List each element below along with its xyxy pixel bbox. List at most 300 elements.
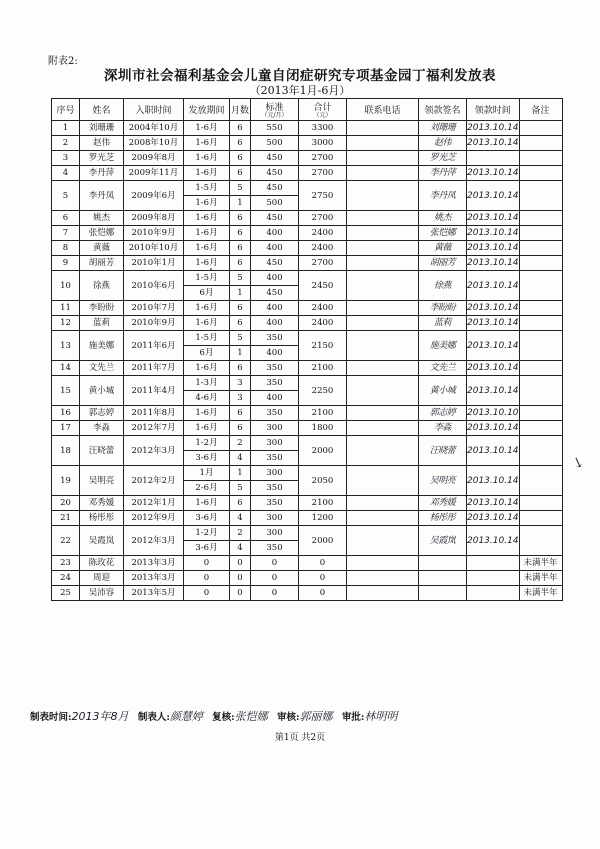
cell-months: 0	[230, 556, 251, 571]
audit-signature: 郭丽娜	[299, 710, 333, 723]
cell-note	[519, 166, 562, 181]
cell-months: 3	[230, 391, 251, 406]
table-row	[52, 331, 563, 346]
cell-period: 3-6月	[184, 541, 230, 556]
cell-standard: 400	[251, 301, 299, 316]
cell-phone	[347, 301, 419, 316]
cell-standard: 400	[251, 226, 299, 241]
cell-signature: 邓秀媛	[419, 496, 467, 511]
audit-label: 审核:	[276, 712, 300, 723]
made-time-label: 制表时间:	[30, 712, 72, 723]
document-title: 深圳市社会福利基金会儿童自闭症研究专项基金园丁福利发放表	[104, 68, 496, 84]
cell-period: 1-6月	[184, 421, 230, 436]
cell-signature: 刘珊珊	[419, 121, 467, 136]
cell-total: 2000	[299, 436, 347, 466]
table-header-row	[52, 99, 563, 121]
cell-phone	[347, 571, 419, 586]
cell-note	[519, 226, 562, 241]
cell-months: 6	[230, 121, 251, 136]
cell-phone	[347, 556, 419, 571]
cell-phone	[347, 151, 419, 166]
made-time-value: 2013年8月	[71, 710, 129, 723]
cell-total: 2700	[299, 151, 347, 166]
cell-hire-date: 2011年8月	[124, 406, 184, 421]
cell-phone	[347, 136, 419, 151]
cell-standard: 300	[251, 436, 299, 451]
cell-total: 0	[299, 586, 347, 601]
table-row	[52, 361, 563, 376]
cell-hire-date: 2012年3月	[124, 526, 184, 556]
header-seq: 序号	[52, 99, 80, 121]
cell-period: 6月	[184, 286, 230, 301]
cell-note	[519, 436, 562, 466]
cell-standard: 400	[251, 271, 299, 286]
cell-name: 李盼盼	[80, 301, 124, 316]
cell-months: 4	[230, 511, 251, 526]
cell-name: 陈玫花	[80, 556, 124, 571]
cell-signature: 黄小城	[419, 376, 467, 406]
cell-months: 5	[230, 331, 251, 346]
table-row	[52, 301, 563, 316]
cell-note: 未满半年	[519, 586, 562, 601]
cell-period: 1-6月	[184, 226, 230, 241]
cell-phone	[347, 331, 419, 361]
cell-standard: 400	[251, 391, 299, 406]
cell-name: 李丹萍	[80, 166, 124, 181]
header-receive-date: 领款时间	[467, 99, 520, 121]
cell-months: 1	[230, 196, 251, 211]
cell-signature: 吴明亮	[419, 466, 467, 496]
cell-phone	[347, 526, 419, 556]
header-total-label: 合计	[313, 103, 332, 113]
header-signature: 领款签名	[419, 99, 467, 121]
cell-note	[519, 421, 562, 436]
cell-seq: 9	[52, 256, 80, 271]
cell-months: 2	[230, 526, 251, 541]
cell-seq: 22	[52, 526, 80, 556]
cell-name: 吴沛容	[80, 586, 124, 601]
cell-hire-date: 2012年7月	[124, 421, 184, 436]
cell-total: 3000	[299, 136, 347, 151]
cell-months: 6	[230, 166, 251, 181]
cell-hire-date: 2009年11月	[124, 166, 184, 181]
cell-months: 5	[230, 481, 251, 496]
cell-note	[519, 151, 562, 166]
cell-note: 未满半年	[519, 571, 562, 586]
cell-seq: 13	[52, 331, 80, 361]
cell-hire-date: 2013年3月	[124, 556, 184, 571]
cell-standard: 300	[251, 466, 299, 481]
table-row	[52, 526, 563, 541]
cell-total: 2000	[299, 526, 347, 556]
cell-period: 1-3月	[184, 376, 230, 391]
cell-receive-date: 2013.10.14	[467, 211, 520, 226]
cell-name: 赵伟	[80, 136, 124, 151]
cell-total: 2700	[299, 256, 347, 271]
cell-seq: 25	[52, 586, 80, 601]
cell-note	[519, 511, 562, 526]
cell-standard: 450	[251, 286, 299, 301]
cell-seq: 7	[52, 226, 80, 241]
table-row	[52, 271, 563, 286]
cell-standard: 0	[251, 586, 299, 601]
cell-note	[519, 121, 562, 136]
table-row	[52, 421, 563, 436]
cell-standard: 450	[251, 151, 299, 166]
cell-months: 6	[230, 421, 251, 436]
cell-period: 1-2月	[184, 436, 230, 451]
cell-months: 6	[230, 406, 251, 421]
cell-total: 2400	[299, 226, 347, 241]
cell-standard: 350	[251, 451, 299, 466]
cell-phone	[347, 316, 419, 331]
cell-period: 3-6月	[184, 511, 230, 526]
cell-hire-date: 2012年3月	[124, 436, 184, 466]
table-row	[52, 586, 563, 601]
cell-name: 吴明亮	[80, 466, 124, 496]
appendix-label: 附表2:	[48, 56, 78, 67]
cell-total: 2700	[299, 211, 347, 226]
table-row	[52, 166, 563, 181]
maker-signature: 颜慧婷	[169, 710, 203, 723]
table-row	[52, 406, 563, 421]
cell-seq: 14	[52, 361, 80, 376]
cell-phone	[347, 496, 419, 511]
cell-seq: 3	[52, 151, 80, 166]
cell-months: 3	[230, 376, 251, 391]
cell-period: 1-6月	[184, 361, 230, 376]
cell-receive-date: 2013.10.14	[467, 166, 520, 181]
cell-total: 0	[299, 556, 347, 571]
cell-hire-date: 2009年8月	[124, 151, 184, 166]
cell-seq: 18	[52, 436, 80, 466]
cell-note	[519, 361, 562, 376]
cell-total: 2400	[299, 301, 347, 316]
cell-standard: 500	[251, 136, 299, 151]
cell-hire-date: 2013年3月	[124, 571, 184, 586]
cell-phone	[347, 271, 419, 301]
header-standard	[251, 99, 299, 121]
cell-hire-date: 2010年9月	[124, 316, 184, 331]
cell-standard: 300	[251, 511, 299, 526]
cell-signature: 文先兰	[419, 361, 467, 376]
recheck-signature: 张恺娜	[234, 710, 268, 723]
cell-standard: 350	[251, 406, 299, 421]
cell-receive-date: 2013.10.14	[467, 376, 520, 406]
cell-standard: 450	[251, 211, 299, 226]
cell-receive-date: 2013.10.14	[467, 301, 520, 316]
table-row	[52, 256, 563, 271]
cell-receive-date: 2013.10.14	[467, 256, 520, 271]
cell-name: 吴霞岚	[80, 526, 124, 556]
cell-standard: 300	[251, 421, 299, 436]
cell-seq: 11	[52, 301, 80, 316]
cell-hire-date: 2012年9月	[124, 511, 184, 526]
cell-hire-date: 2012年1月	[124, 496, 184, 511]
cell-phone	[347, 361, 419, 376]
cell-period: 1-6月	[184, 211, 230, 226]
cell-signature	[419, 571, 467, 586]
cell-name: 郭志婷	[80, 406, 124, 421]
cell-name: 文先兰	[80, 361, 124, 376]
cell-period: 1-5月	[184, 181, 230, 196]
cell-signature: 张恺娜	[419, 226, 467, 241]
cell-receive-date	[467, 586, 520, 601]
cell-months: 6	[230, 136, 251, 151]
table-row	[52, 181, 563, 196]
cell-period: 1-6月	[184, 166, 230, 181]
cell-seq: 19	[52, 466, 80, 496]
cell-seq: 2	[52, 136, 80, 151]
cell-receive-date: 2013.10.14	[467, 241, 520, 256]
header-total	[299, 99, 347, 121]
cell-hire-date: 2013年5月	[124, 586, 184, 601]
header-period: 发放期间	[184, 99, 230, 121]
cell-standard: 350	[251, 376, 299, 391]
cell-phone	[347, 211, 419, 226]
welfare-table	[51, 98, 563, 601]
cell-receive-date	[467, 556, 520, 571]
cell-months: 6	[230, 361, 251, 376]
cell-total: 2100	[299, 496, 347, 511]
cell-seq: 24	[52, 571, 80, 586]
cell-period: 1-6月	[184, 196, 230, 211]
cell-hire-date: 2010年7月	[124, 301, 184, 316]
cell-seq: 12	[52, 316, 80, 331]
cell-signature: 罗光芝	[419, 151, 467, 166]
cell-months: 6	[230, 151, 251, 166]
cell-receive-date	[467, 151, 520, 166]
cell-note	[519, 376, 562, 406]
approve-label: 审批:	[341, 712, 365, 723]
cell-months: 4	[230, 451, 251, 466]
cell-note	[519, 211, 562, 226]
cell-signature: 李丹萍	[419, 166, 467, 181]
cell-note	[519, 331, 562, 361]
cell-phone	[347, 511, 419, 526]
cell-name: 汪晓蕾	[80, 436, 124, 466]
cell-standard: 450	[251, 256, 299, 271]
cell-phone	[347, 466, 419, 496]
table-row	[52, 436, 563, 451]
header-note: 备注	[519, 99, 562, 121]
cell-standard: 350	[251, 331, 299, 346]
cell-hire-date: 2011年7月	[124, 361, 184, 376]
cell-name: 周迎	[80, 571, 124, 586]
margin-check-mark: ↘	[569, 453, 587, 473]
cell-signature: 李淼	[419, 421, 467, 436]
table-row	[52, 556, 563, 571]
cell-seq: 5	[52, 181, 80, 211]
cell-total: 2050	[299, 466, 347, 496]
cell-signature: 赵伟	[419, 136, 467, 151]
cell-receive-date: 2013.10.14	[467, 421, 520, 436]
cell-note: 未满半年	[519, 556, 562, 571]
table-row	[52, 376, 563, 391]
cell-hire-date: 2010年9月	[124, 226, 184, 241]
cell-seq: 21	[52, 511, 80, 526]
cell-total: 2100	[299, 361, 347, 376]
cell-seq: 20	[52, 496, 80, 511]
cell-phone	[347, 421, 419, 436]
cell-receive-date: 2013.10.14	[467, 226, 520, 241]
cell-signature: 吴霞岚	[419, 526, 467, 556]
cell-total: 2250	[299, 376, 347, 406]
cell-phone	[347, 436, 419, 466]
cell-total: 2700	[299, 166, 347, 181]
cell-note	[519, 406, 562, 421]
cell-period: 1-6月	[184, 316, 230, 331]
cell-phone	[347, 181, 419, 211]
cell-period: 1-6月	[184, 136, 230, 151]
cell-seq: 4	[52, 166, 80, 181]
cell-receive-date: 2013.10.14	[467, 271, 520, 301]
table-row	[52, 226, 563, 241]
cell-name: 黄薇	[80, 241, 124, 256]
cell-name: 罗光芝	[80, 151, 124, 166]
cell-hire-date: 2010年6月	[124, 271, 184, 301]
cell-months: 4	[230, 541, 251, 556]
cell-total: 2400	[299, 241, 347, 256]
table-row	[52, 136, 563, 151]
cell-phone	[347, 376, 419, 406]
cell-total: 2150	[299, 331, 347, 361]
cell-seq: 23	[52, 556, 80, 571]
cell-note	[519, 466, 562, 496]
cell-phone	[347, 166, 419, 181]
cell-months: 6	[230, 211, 251, 226]
cell-standard: 400	[251, 346, 299, 361]
cell-months: 5	[230, 271, 251, 286]
cell-standard: 450	[251, 181, 299, 196]
cell-phone	[347, 406, 419, 421]
cell-standard: 400	[251, 241, 299, 256]
cell-phone	[347, 241, 419, 256]
cell-phone	[347, 586, 419, 601]
cell-months: 6	[230, 496, 251, 511]
cell-period: 1-5月	[184, 331, 230, 346]
cell-seq: 15	[52, 376, 80, 406]
cell-hire-date: 2009年8月	[124, 211, 184, 226]
cell-hire-date: 2004年10月	[124, 121, 184, 136]
document-subtitle: （2013年1月-6月）	[249, 84, 351, 97]
cell-standard: 0	[251, 571, 299, 586]
cell-standard: 400	[251, 316, 299, 331]
table-row	[52, 241, 563, 256]
cell-standard: 350	[251, 496, 299, 511]
cell-seq: 17	[52, 421, 80, 436]
cell-note	[519, 316, 562, 331]
cell-months: 6	[230, 316, 251, 331]
cell-name: 刘珊珊	[80, 121, 124, 136]
cell-months: 0	[230, 571, 251, 586]
cell-receive-date: 2013.10.14	[467, 121, 520, 136]
cell-months: 6	[230, 256, 251, 271]
header-total-unit: （元）	[313, 112, 332, 119]
cell-receive-date: 2013.10.14	[467, 136, 520, 151]
header-standard-unit: （元/月）	[261, 112, 288, 119]
table-row	[52, 211, 563, 226]
cell-receive-date: 2013.10.14	[467, 436, 520, 466]
cell-period: 0	[184, 586, 230, 601]
cell-period: 3-6月	[184, 451, 230, 466]
maker-label: 制表人:	[137, 712, 170, 723]
header-phone: 联系电话	[347, 99, 419, 121]
cell-name: 邓秀媛	[80, 496, 124, 511]
cell-hire-date: 2008年10月	[124, 136, 184, 151]
cell-name: 胡丽芳	[80, 256, 124, 271]
cell-total: 0	[299, 571, 347, 586]
table-row	[52, 151, 563, 166]
cell-phone	[347, 226, 419, 241]
header-months: 月数	[230, 99, 251, 121]
table-row	[52, 466, 563, 481]
cell-hire-date: 2010年1月	[124, 256, 184, 271]
cell-name: 杨彤彤	[80, 511, 124, 526]
cell-months: 5	[230, 181, 251, 196]
cell-period: 1-2月	[184, 526, 230, 541]
cell-signature: 汪晓蕾	[419, 436, 467, 466]
cell-standard: 450	[251, 166, 299, 181]
cell-note	[519, 136, 562, 151]
cell-receive-date: 2013.10.14	[467, 466, 520, 496]
cell-total: 2450	[299, 271, 347, 301]
cell-signature: 蓝莉	[419, 316, 467, 331]
cell-receive-date: 2013.10.10	[467, 406, 520, 421]
cell-standard: 0	[251, 556, 299, 571]
cell-period: 1-6月	[184, 151, 230, 166]
cell-signature: 李盼盼	[419, 301, 467, 316]
cell-standard: 350	[251, 361, 299, 376]
welfare-table-wrapper	[51, 98, 563, 601]
cell-total: 2100	[299, 406, 347, 421]
cell-total: 2400	[299, 316, 347, 331]
cell-period: 0	[184, 556, 230, 571]
cell-period: 1-6月	[184, 256, 230, 271]
cell-total: 1800	[299, 421, 347, 436]
cell-period: 1-6月	[184, 301, 230, 316]
cell-receive-date: 2013.10.14	[467, 526, 520, 556]
cell-total: 3300	[299, 121, 347, 136]
cell-hire-date: 2011年4月	[124, 376, 184, 406]
table-row	[52, 496, 563, 511]
cell-seq: 10	[52, 271, 80, 301]
cell-signature: 黄薇	[419, 241, 467, 256]
cell-note	[519, 256, 562, 271]
cell-months: 6	[230, 226, 251, 241]
cell-months: 1	[230, 286, 251, 301]
cell-note	[519, 271, 562, 301]
table-row	[52, 316, 563, 331]
cell-months: 6	[230, 301, 251, 316]
cell-note	[519, 241, 562, 256]
table-row	[52, 571, 563, 586]
cell-signature: 李丹凤	[419, 181, 467, 211]
cell-period: 1-6月	[184, 406, 230, 421]
cell-months: 6	[230, 241, 251, 256]
cell-receive-date	[467, 571, 520, 586]
cell-period: 6月	[184, 346, 230, 361]
cell-hire-date: 2010年10月	[124, 241, 184, 256]
cell-period: 4-6月	[184, 391, 230, 406]
cell-standard: 350	[251, 541, 299, 556]
cell-signature	[419, 586, 467, 601]
header-name: 姓名	[80, 99, 124, 121]
cell-name: 李丹凤	[80, 181, 124, 211]
cell-name: 黄小城	[80, 376, 124, 406]
cell-signature: 胡丽芳	[419, 256, 467, 271]
cell-months: 1	[230, 346, 251, 361]
